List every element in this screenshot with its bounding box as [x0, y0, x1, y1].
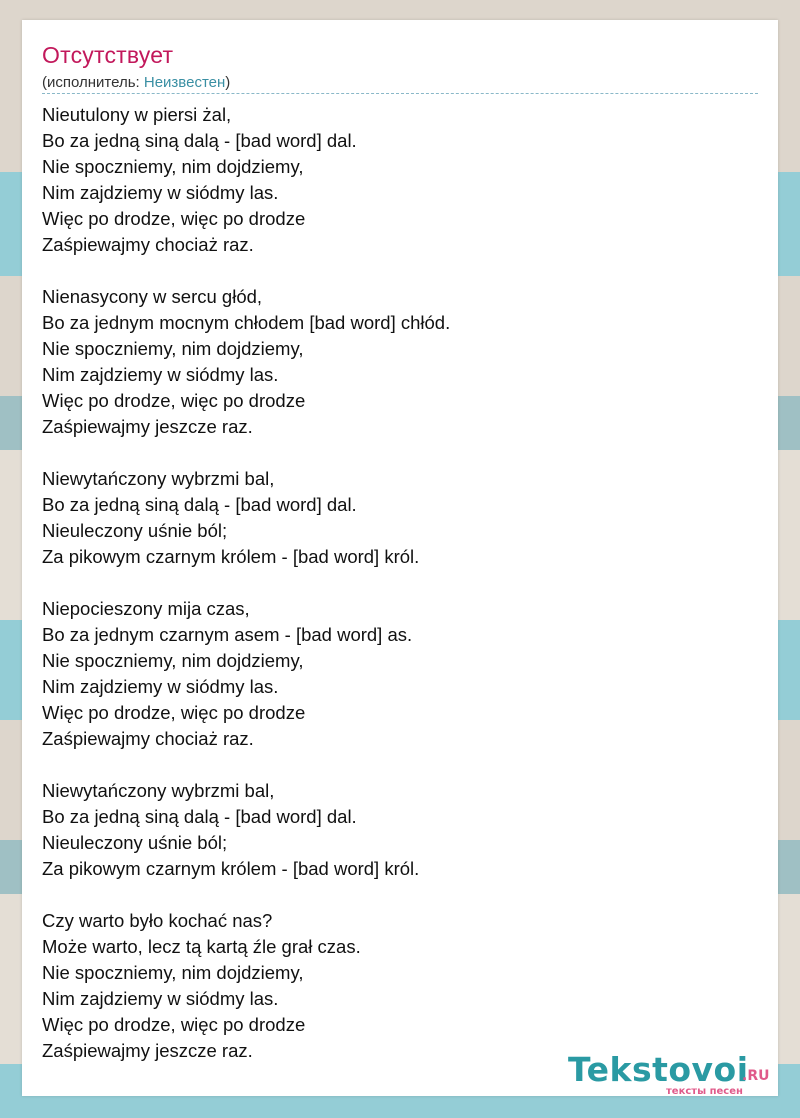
lyric-line: Czy warto było kochać nas? — [42, 910, 273, 931]
lyric-line: Niepocieszony mija czas, — [42, 598, 250, 619]
lyrics-card — [22, 20, 778, 1096]
lyric-line: Więc po drodze, więc po drodze — [42, 1014, 306, 1035]
lyric-line: Nie spoczniemy, nim dojdziemy, — [42, 156, 304, 177]
lyric-line: Więc po drodze, więc po drodze — [42, 208, 306, 229]
lyric-line: Nieuleczony uśnie ból; — [42, 832, 228, 853]
lyric-line: Nim zajdziemy w siódmy las. — [42, 364, 279, 385]
lyric-line: Za pikowym czarnym królem - [bad word] król. — [42, 546, 420, 567]
lyric-line: Bo za jedną siną dalą - [bad word] dal. — [42, 494, 357, 515]
lyric-line: Nim zajdziemy w siódmy las. — [42, 182, 279, 203]
lyrics-stanza — [42, 596, 450, 752]
lyric-line: Nie spoczniemy, nim dojdziemy, — [42, 338, 304, 359]
logo-name: Tekstovoi — [568, 1050, 749, 1089]
logo-tld: .RU — [742, 1068, 770, 1084]
lyric-line: Nieuleczony uśnie ból; — [42, 520, 228, 541]
artist-prefix: (исполнитель: — [42, 74, 144, 91]
lyric-line: Zaśpiewajmy jeszcze raz. — [42, 1040, 253, 1061]
lyric-line: Bo za jednym mocnym chłodem [bad word] chłód. — [42, 312, 451, 333]
lyric-line: Bo za jednym czarnym asem - [bad word] as. — [42, 624, 413, 645]
artist-line — [42, 74, 758, 94]
lyric-line: Niewytańczony wybrzmi bal, — [42, 468, 275, 489]
lyrics-stanza — [42, 102, 450, 258]
lyric-line: Nie spoczniemy, nim dojdziemy, — [42, 650, 304, 671]
lyric-line: Zaśpiewajmy chociaż raz. — [42, 728, 254, 749]
song-title: Отсутствует — [42, 42, 174, 68]
lyrics-stanza — [42, 466, 450, 570]
site-logo[interactable] — [568, 1050, 778, 1100]
lyrics-stanza — [42, 908, 450, 1064]
lyric-line: Zaśpiewajmy chociaż raz. — [42, 234, 254, 255]
artist-suffix: ) — [225, 74, 231, 91]
lyric-line: Nim zajdziemy w siódmy las. — [42, 676, 279, 697]
logo-tagline: тексты песен — [666, 1086, 743, 1097]
lyric-line: Za pikowym czarnym królem - [bad word] król. — [42, 858, 420, 879]
lyric-line: Więc po drodze, więc po drodze — [42, 390, 306, 411]
lyric-line: Nieutulony w piersi żal, — [42, 104, 232, 125]
lyric-line: Nienasycony w sercu głód, — [42, 286, 263, 307]
lyric-line: Zaśpiewajmy jeszcze raz. — [42, 416, 253, 437]
lyric-line: Więc po drodze, więc po drodze — [42, 702, 306, 723]
lyric-line: Niewytańczony wybrzmi bal, — [42, 780, 275, 801]
artist-link[interactable]: Неизвестен — [143, 74, 226, 91]
lyric-line: Nie spoczniemy, nim dojdziemy, — [42, 962, 304, 983]
lyrics-stanza — [42, 284, 450, 440]
lyric-line: Bo za jedną siną dalą - [bad word] dal. — [42, 806, 357, 827]
lyric-line: Może warto, lecz tą kartą źle grał czas. — [42, 936, 361, 957]
lyric-line: Bo za jedną siną dalą - [bad word] dal. — [42, 130, 357, 151]
lyrics-body — [42, 102, 450, 1090]
lyrics-stanza — [42, 778, 450, 882]
lyric-line: Nim zajdziemy w siódmy las. — [42, 988, 279, 1009]
